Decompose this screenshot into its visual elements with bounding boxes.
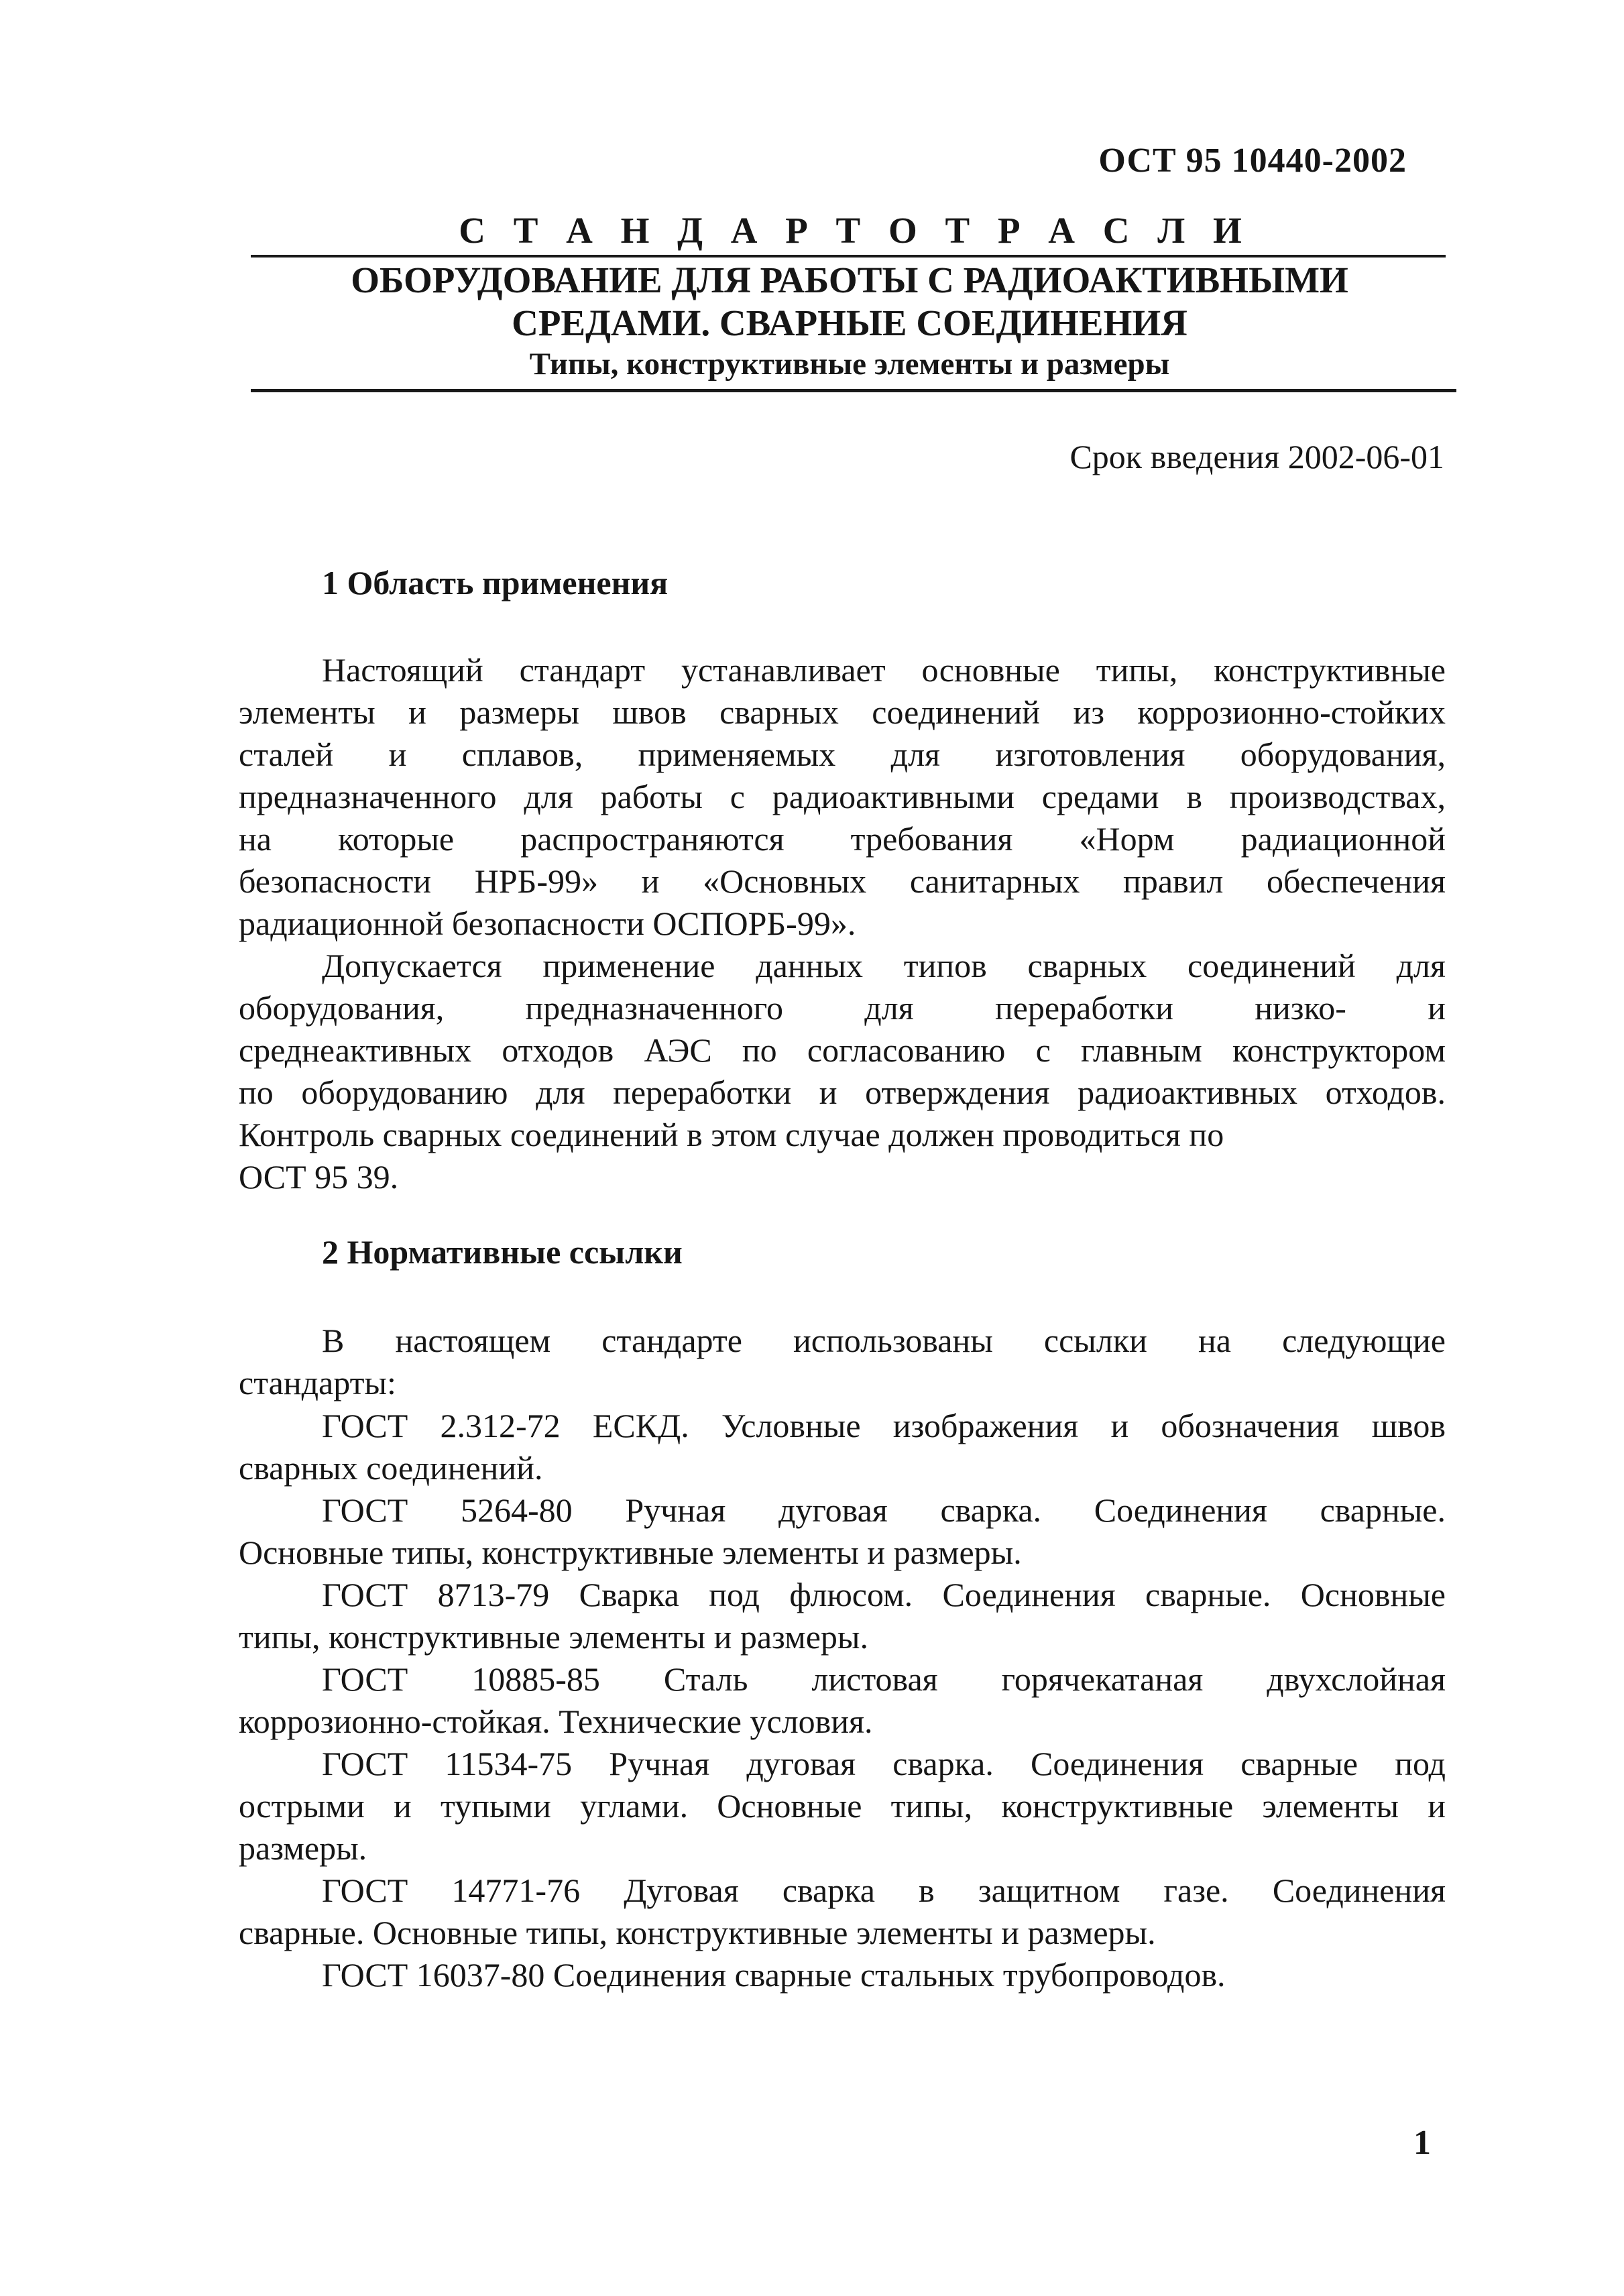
text-line: среднеактивных отходов АЭС по согласованию с главным конструктором [239, 1031, 1446, 1069]
section-1-paragraph-1 [239, 649, 1446, 945]
reference-line: Основные типы, конструктивные элементы и размеры. [239, 1534, 1022, 1571]
reference-line: размеры. [239, 1829, 367, 1867]
title-rule-bottom [251, 389, 1456, 392]
text-line: предназначенного для работы с радиоактивными средами в производствах, [239, 778, 1446, 815]
text-line: Настоящий стандарт устанавливает основные типы, конструктивные [322, 651, 1446, 689]
reference-line: ГОСТ 2.312-72 ЕСКД. Условные изображения и обозначения швов [322, 1407, 1446, 1444]
reference-line: ГОСТ 8713-79 Сварка под флюсом. Соединения сварные. Основные [322, 1576, 1446, 1613]
page-number: 1 [1413, 2124, 1431, 2162]
document-code: ОСТ 95 10440-2002 [1098, 141, 1407, 180]
reference-line: сварных соединений. [239, 1449, 543, 1487]
text-line: оборудования, предназначенного для переработки низко- и [239, 989, 1446, 1027]
text-line: ОСТ 95 39. [239, 1158, 399, 1196]
text-line: по оборудованию для переработки и отверждения радиоактивных отходов. [239, 1074, 1446, 1111]
section-2-heading: 2 Нормативные ссылки [322, 1233, 683, 1271]
text-line: сталей и сплавов, применяемых для изготовления оборудования, [239, 736, 1446, 773]
text-line: В настоящем стандарте использованы ссылки на следующие [322, 1322, 1446, 1359]
reference-line: ГОСТ 16037-80 Соединения сварные стальных трубопроводов. [322, 1956, 1226, 1994]
section-1-heading: 1 Область применения [322, 564, 669, 601]
text-line: на которые распространяются требования «Норм радиационной [239, 820, 1446, 858]
text-line: радиационной безопасности ОСПОРБ-99». [239, 905, 856, 942]
references-list [239, 1405, 1446, 1996]
document-title-line-2: СРЕДАМИ. СВАРНЫЕ СОЕДИНЕНИЯ [512, 302, 1187, 343]
reference-line: типы, конструктивные элементы и размеры. [239, 1618, 869, 1656]
reference-line: ГОСТ 11534-75 Ручная дуговая сварка. Соединения сварные под [322, 1745, 1446, 1782]
section-1-paragraph-2 [239, 945, 1446, 1198]
document-title-line-1: ОБОРУДОВАНИЕ ДЛЯ РАБОТЫ С РАДИОАКТИВНЫМИ [351, 260, 1348, 300]
reference-line: ГОСТ 5264-80 Ручная дуговая сварка. Соединения сварные. [322, 1491, 1446, 1529]
text-line: Допускается применение данных типов сварных соединений для [322, 947, 1446, 984]
reference-line: ГОСТ 14771-76 Дуговая сварка в защитном газе. Соединения [322, 1872, 1446, 1909]
section-2-intro [239, 1320, 1446, 1404]
reference-line: коррозионно-стойкая. Технические условия. [239, 1703, 873, 1740]
reference-line: ГОСТ 10885-85 Сталь листовая горячекатаная двухслойная [322, 1660, 1446, 1698]
text-line: Контроль сварных соединений в этом случае должен проводиться по [239, 1116, 1224, 1153]
reference-line: острыми и тупыми углами. Основные типы, конструктивные элементы и [239, 1787, 1446, 1825]
effective-date: Срок введения 2002-06-01 [1069, 438, 1444, 475]
text-line: безопасности НРБ-99» и «Основных санитарных правил обеспечения [239, 862, 1446, 900]
document-subtitle: Типы, конструктивные элементы и размеры [529, 347, 1170, 382]
text-line: стандарты: [239, 1364, 396, 1401]
standard-category: С Т А Н Д А Р Т О Т Р А С Л И [459, 210, 1251, 251]
document-title [253, 259, 1446, 345]
text-line: элементы и размеры швов сварных соединений из коррозионно-стойких [239, 693, 1446, 731]
reference-line: сварные. Основные типы, конструктивные элементы и размеры. [239, 1914, 1156, 1951]
title-rule-top [251, 255, 1446, 257]
